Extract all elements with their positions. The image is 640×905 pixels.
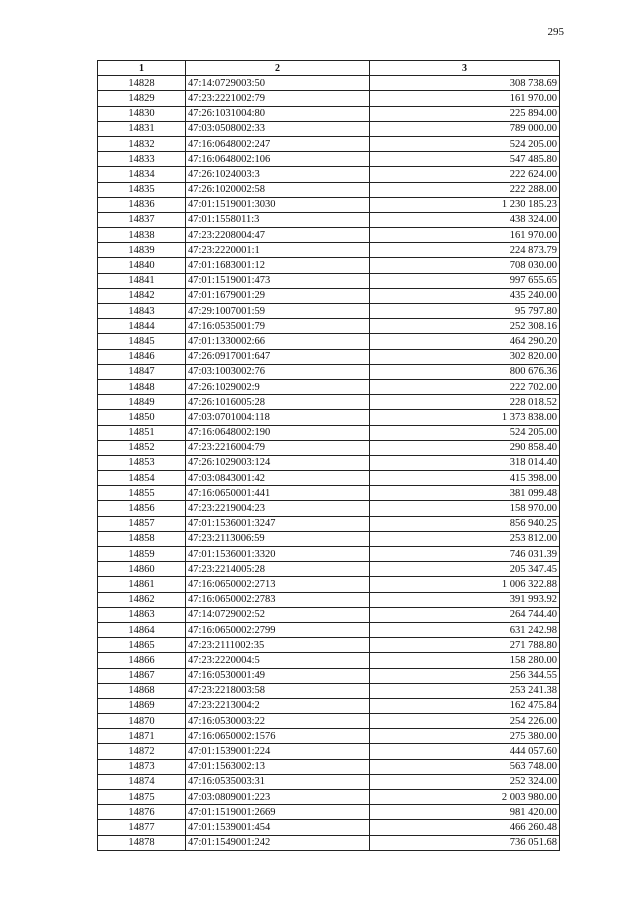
row-number-cell: 14878	[98, 835, 186, 850]
table-row	[98, 136, 560, 151]
value-cell: 391 993.92	[370, 592, 560, 607]
table-row	[98, 258, 560, 273]
row-number-cell: 14853	[98, 455, 186, 470]
cadastral-number-cell: 47:23:2208004:47	[186, 228, 370, 243]
cadastral-number-cell: 47:16:0648002:190	[186, 425, 370, 440]
row-number-cell: 14836	[98, 197, 186, 212]
value-cell: 264 744.40	[370, 607, 560, 622]
row-number-cell: 14851	[98, 425, 186, 440]
value-cell: 435 240.00	[370, 288, 560, 303]
value-cell: 95 797.80	[370, 304, 560, 319]
row-number-cell: 14845	[98, 334, 186, 349]
value-cell: 222 624.00	[370, 167, 560, 182]
value-cell: 415 398.00	[370, 471, 560, 486]
row-number-cell: 14873	[98, 759, 186, 774]
table-row	[98, 212, 560, 227]
value-cell: 224 873.79	[370, 243, 560, 258]
row-number-cell: 14846	[98, 349, 186, 364]
row-number-cell: 14870	[98, 714, 186, 729]
row-number-cell: 14865	[98, 638, 186, 653]
row-number-cell: 14842	[98, 288, 186, 303]
table-row	[98, 76, 560, 91]
table-row	[98, 319, 560, 334]
table-row	[98, 379, 560, 394]
cadastral-number-cell: 47:23:2218003:58	[186, 683, 370, 698]
row-number-cell: 14863	[98, 607, 186, 622]
table-row	[98, 243, 560, 258]
row-number-cell: 14858	[98, 531, 186, 546]
table-row	[98, 714, 560, 729]
row-number-cell: 14862	[98, 592, 186, 607]
table-row	[98, 759, 560, 774]
cadastral-number-cell: 47:01:1519001:2669	[186, 805, 370, 820]
table-row	[98, 774, 560, 789]
value-cell: 225 894.00	[370, 106, 560, 121]
cadastral-number-cell: 47:26:0917001:647	[186, 349, 370, 364]
cadastral-number-cell: 47:26:1031004:80	[186, 106, 370, 121]
value-cell: 253 812.00	[370, 531, 560, 546]
value-cell: 631 242.98	[370, 622, 560, 637]
value-cell: 302 820.00	[370, 349, 560, 364]
row-number-cell: 14834	[98, 167, 186, 182]
table-row	[98, 455, 560, 470]
table-row	[98, 835, 560, 850]
table-row	[98, 228, 560, 243]
value-cell: 524 205.00	[370, 136, 560, 151]
value-cell: 2 003 980.00	[370, 790, 560, 805]
row-number-cell: 14839	[98, 243, 186, 258]
cadastral-number-cell: 47:01:1683001:12	[186, 258, 370, 273]
row-number-cell: 14838	[98, 228, 186, 243]
table-row	[98, 592, 560, 607]
table-row	[98, 182, 560, 197]
row-number-cell: 14849	[98, 395, 186, 410]
table-row	[98, 425, 560, 440]
cadastral-number-cell: 47:16:0650001:441	[186, 486, 370, 501]
cadastral-number-cell: 47:01:1330002:66	[186, 334, 370, 349]
row-number-cell: 14831	[98, 121, 186, 136]
row-number-cell: 14850	[98, 410, 186, 425]
row-number-cell: 14859	[98, 547, 186, 562]
value-cell: 222 702.00	[370, 379, 560, 394]
value-cell: 997 655.65	[370, 273, 560, 288]
cadastral-number-cell: 47:23:2113006:59	[186, 531, 370, 546]
column-header-3: 3	[370, 61, 560, 76]
cadastral-number-cell: 47:16:0648002:247	[186, 136, 370, 151]
value-cell: 254 226.00	[370, 714, 560, 729]
row-number-cell: 14833	[98, 152, 186, 167]
page-number: 295	[547, 26, 564, 38]
cadastral-number-cell: 47:01:1539001:224	[186, 744, 370, 759]
table-row	[98, 790, 560, 805]
table-row	[98, 273, 560, 288]
cadastral-number-cell: 47:03:0508002:33	[186, 121, 370, 136]
table-row	[98, 607, 560, 622]
row-number-cell: 14843	[98, 304, 186, 319]
table-row	[98, 106, 560, 121]
value-cell: 290 858.40	[370, 440, 560, 455]
cadastral-number-cell: 47:16:0535003:31	[186, 774, 370, 789]
table-row	[98, 471, 560, 486]
cadastral-number-cell: 47:26:1020002:58	[186, 182, 370, 197]
value-cell: 162 475.84	[370, 698, 560, 713]
cadastral-number-cell: 47:14:0729002:52	[186, 607, 370, 622]
row-number-cell: 14856	[98, 501, 186, 516]
row-number-cell: 14875	[98, 790, 186, 805]
cadastral-number-cell: 47:01:1519001:3030	[186, 197, 370, 212]
table-row	[98, 531, 560, 546]
value-cell: 736 051.68	[370, 835, 560, 850]
row-number-cell: 14872	[98, 744, 186, 759]
table-row	[98, 653, 560, 668]
table-row	[98, 577, 560, 592]
row-number-cell: 14828	[98, 76, 186, 91]
cadastral-number-cell: 47:01:1563002:13	[186, 759, 370, 774]
table-row	[98, 167, 560, 182]
value-cell: 524 205.00	[370, 425, 560, 440]
value-cell: 708 030.00	[370, 258, 560, 273]
cadastral-number-cell: 47:26:1029002:9	[186, 379, 370, 394]
table-row	[98, 288, 560, 303]
value-cell: 381 099.48	[370, 486, 560, 501]
value-cell: 252 324.00	[370, 774, 560, 789]
row-number-cell: 14832	[98, 136, 186, 151]
cadastral-number-cell: 47:01:1679001:29	[186, 288, 370, 303]
cadastral-number-cell: 47:01:1536001:3247	[186, 516, 370, 531]
value-cell: 800 676.36	[370, 364, 560, 379]
row-number-cell: 14861	[98, 577, 186, 592]
row-number-cell: 14877	[98, 820, 186, 835]
table-row	[98, 486, 560, 501]
value-cell: 789 000.00	[370, 121, 560, 136]
table-row	[98, 516, 560, 531]
value-cell: 161 970.00	[370, 91, 560, 106]
cadastral-number-cell: 47:23:2221002:79	[186, 91, 370, 106]
cadastral-number-cell: 47:03:0843001:42	[186, 471, 370, 486]
row-number-cell: 14855	[98, 486, 186, 501]
table-row	[98, 622, 560, 637]
row-number-cell: 14848	[98, 379, 186, 394]
value-cell: 256 344.55	[370, 668, 560, 683]
table-row	[98, 395, 560, 410]
table-row	[98, 349, 560, 364]
value-cell: 547 485.80	[370, 152, 560, 167]
table-row	[98, 197, 560, 212]
table-row	[98, 698, 560, 713]
value-cell: 1 006 322.88	[370, 577, 560, 592]
cadastral-number-cell: 47:23:2214005:28	[186, 562, 370, 577]
table-row	[98, 668, 560, 683]
cadastral-number-cell: 47:16:0650002:2799	[186, 622, 370, 637]
cadastral-number-cell: 47:16:0650002:1576	[186, 729, 370, 744]
row-number-cell: 14852	[98, 440, 186, 455]
cadastral-number-cell: 47:23:2216004:79	[186, 440, 370, 455]
cadastral-number-cell: 47:23:2220004:5	[186, 653, 370, 668]
value-cell: 464 290.20	[370, 334, 560, 349]
value-cell: 466 260.48	[370, 820, 560, 835]
row-number-cell: 14868	[98, 683, 186, 698]
cadastral-number-cell: 47:03:0809001:223	[186, 790, 370, 805]
cadastral-number-cell: 47:03:0701004:118	[186, 410, 370, 425]
row-number-cell: 14869	[98, 698, 186, 713]
cadastral-number-cell: 47:14:0729003:50	[186, 76, 370, 91]
row-number-cell: 14874	[98, 774, 186, 789]
table-row	[98, 410, 560, 425]
row-number-cell: 14871	[98, 729, 186, 744]
cadastral-number-cell: 47:16:0535001:79	[186, 319, 370, 334]
cadastral-number-cell: 47:16:0650002:2783	[186, 592, 370, 607]
table-row	[98, 501, 560, 516]
row-number-cell: 14835	[98, 182, 186, 197]
table-row	[98, 729, 560, 744]
row-number-cell: 14864	[98, 622, 186, 637]
row-number-cell: 14840	[98, 258, 186, 273]
row-number-cell: 14844	[98, 319, 186, 334]
value-cell: 275 380.00	[370, 729, 560, 744]
data-table	[97, 60, 560, 851]
cadastral-number-cell: 47:01:1519001:473	[186, 273, 370, 288]
table-row	[98, 805, 560, 820]
row-number-cell: 14847	[98, 364, 186, 379]
value-cell: 158 280.00	[370, 653, 560, 668]
row-number-cell: 14841	[98, 273, 186, 288]
cadastral-number-cell: 47:01:1549001:242	[186, 835, 370, 850]
cadastral-number-cell: 47:03:1003002:76	[186, 364, 370, 379]
table-row	[98, 683, 560, 698]
row-number-cell: 14854	[98, 471, 186, 486]
cadastral-number-cell: 47:01:1536001:3320	[186, 547, 370, 562]
row-number-cell: 14829	[98, 91, 186, 106]
value-cell: 856 940.25	[370, 516, 560, 531]
cadastral-number-cell: 47:16:0530003:22	[186, 714, 370, 729]
table-row	[98, 547, 560, 562]
table-row	[98, 304, 560, 319]
value-cell: 981 420.00	[370, 805, 560, 820]
value-cell: 746 031.39	[370, 547, 560, 562]
value-cell: 158 970.00	[370, 501, 560, 516]
value-cell: 252 308.16	[370, 319, 560, 334]
cadastral-number-cell: 47:16:0650002:2713	[186, 577, 370, 592]
table-header-row	[98, 61, 560, 76]
value-cell: 318 014.40	[370, 455, 560, 470]
cadastral-number-cell: 47:23:2213004:2	[186, 698, 370, 713]
row-number-cell: 14837	[98, 212, 186, 227]
value-cell: 438 324.00	[370, 212, 560, 227]
cadastral-number-cell: 47:23:2220001:1	[186, 243, 370, 258]
value-cell: 271 788.80	[370, 638, 560, 653]
cadastral-number-cell: 47:26:1016005:28	[186, 395, 370, 410]
table-row	[98, 440, 560, 455]
cadastral-number-cell: 47:26:1029003:124	[186, 455, 370, 470]
table-row	[98, 364, 560, 379]
value-cell: 444 057.60	[370, 744, 560, 759]
value-cell: 1 373 838.00	[370, 410, 560, 425]
cadastral-number-cell: 47:01:1558011:3	[186, 212, 370, 227]
cadastral-number-cell: 47:16:0530001:49	[186, 668, 370, 683]
row-number-cell: 14857	[98, 516, 186, 531]
column-header-2: 2	[186, 61, 370, 76]
cadastral-number-cell: 47:26:1024003:3	[186, 167, 370, 182]
cadastral-number-cell: 47:16:0648002:106	[186, 152, 370, 167]
value-cell: 222 288.00	[370, 182, 560, 197]
cadastral-number-cell: 47:23:2219004:23	[186, 501, 370, 516]
row-number-cell: 14830	[98, 106, 186, 121]
value-cell: 205 347.45	[370, 562, 560, 577]
row-number-cell: 14867	[98, 668, 186, 683]
table-row	[98, 638, 560, 653]
value-cell: 253 241.38	[370, 683, 560, 698]
table-row	[98, 562, 560, 577]
table-row	[98, 121, 560, 136]
value-cell: 563 748.00	[370, 759, 560, 774]
row-number-cell: 14876	[98, 805, 186, 820]
value-cell: 1 230 185.23	[370, 197, 560, 212]
table-row	[98, 334, 560, 349]
cadastral-number-cell: 47:29:1007001:59	[186, 304, 370, 319]
table-row	[98, 820, 560, 835]
column-header-1: 1	[98, 61, 186, 76]
row-number-cell: 14866	[98, 653, 186, 668]
table-row	[98, 152, 560, 167]
value-cell: 161 970.00	[370, 228, 560, 243]
value-cell: 228 018.52	[370, 395, 560, 410]
table-row	[98, 744, 560, 759]
table-row	[98, 91, 560, 106]
value-cell: 308 738.69	[370, 76, 560, 91]
row-number-cell: 14860	[98, 562, 186, 577]
table-body	[98, 76, 560, 851]
cadastral-number-cell: 47:01:1539001:454	[186, 820, 370, 835]
cadastral-number-cell: 47:23:2111002:35	[186, 638, 370, 653]
